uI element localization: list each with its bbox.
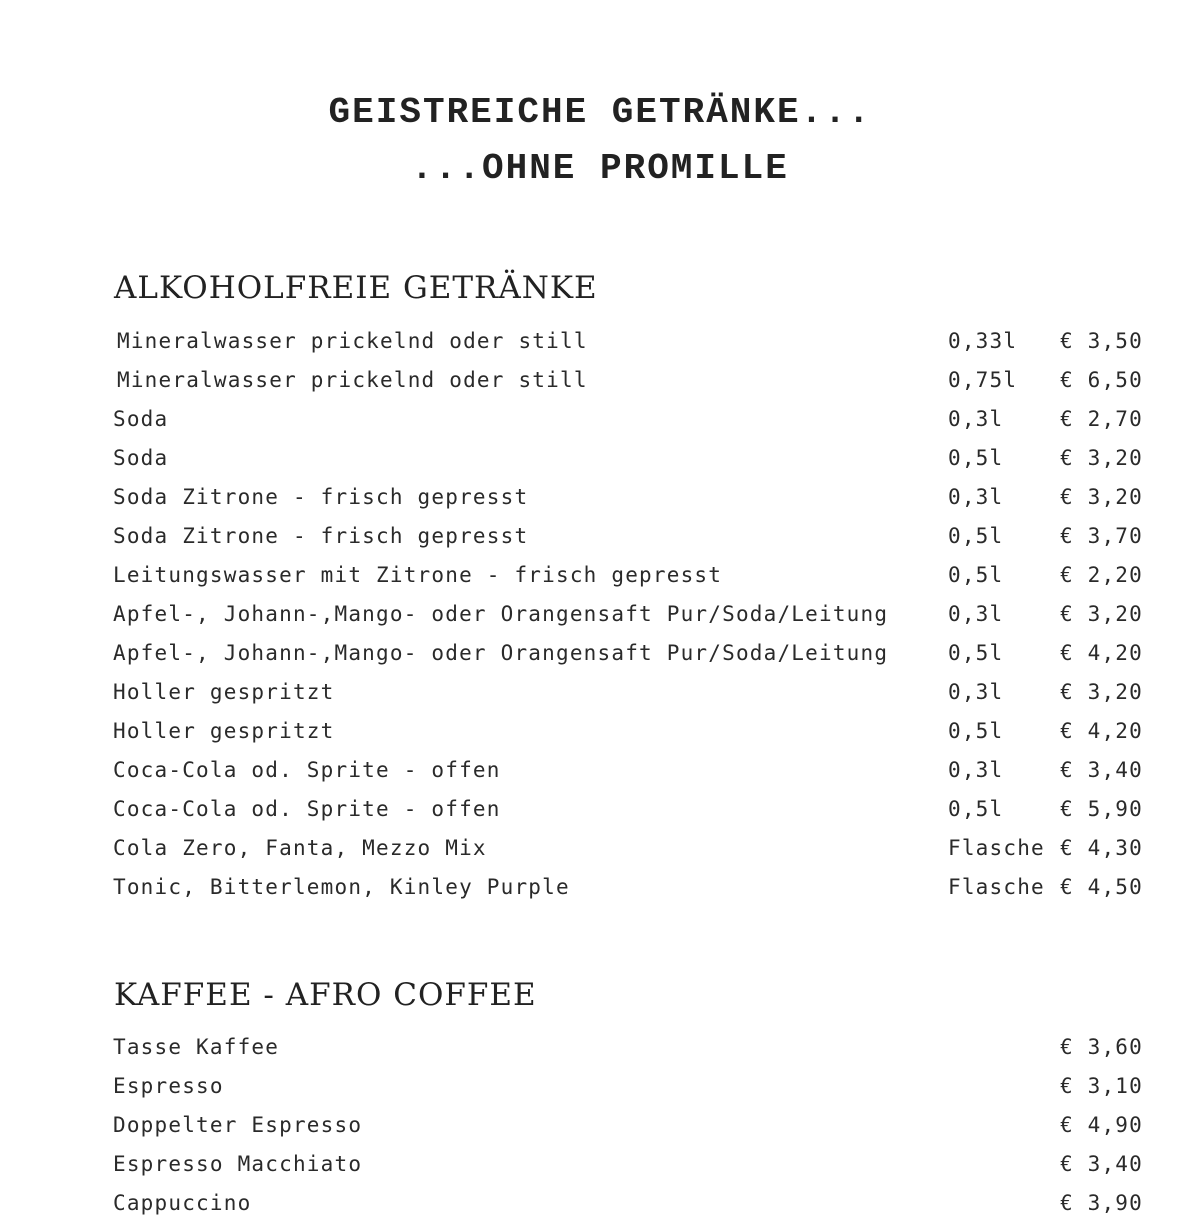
item-price: € 3,20 [1059,446,1143,470]
list-item [113,1145,1143,1184]
item-price: € 3,20 [1059,680,1143,704]
item-price: € 3,20 [1059,485,1143,509]
list-item [113,517,1143,556]
item-name: Coca-Cola od. Sprite - offen [113,797,501,821]
item-price: € 3,40 [1059,758,1143,782]
item-name: Soda Zitrone - frisch gepresst [113,524,529,548]
item-volume: Flasche [948,875,1045,899]
item-volume: 0,5l [948,641,1004,665]
item-volume: 0,5l [948,797,1004,821]
list-item [113,1184,1143,1223]
section-heading-kaffee: KAFFEE - AFRO COFFEE [114,977,537,1013]
item-name: Tonic, Bitterlemon, Kinley Purple [113,875,570,899]
item-name: Holler gespritzt [113,680,335,704]
coffee-list [113,1028,1143,1223]
list-item [113,868,1143,907]
item-name: Soda [113,446,169,470]
item-price: € 4,20 [1059,641,1143,665]
item-name: Doppelter Espresso [113,1113,363,1137]
item-name: Espresso Macchiato [113,1152,363,1176]
item-name: Soda Zitrone - frisch gepresst [113,485,529,509]
item-volume: Flasche [948,836,1045,860]
item-name: Leitungswasser mit Zitrone - frisch gepresst [113,563,723,587]
item-price: € 4,90 [1059,1113,1143,1137]
item-price: € 3,10 [1059,1074,1143,1098]
list-item [113,361,1143,400]
item-price: € 3,20 [1059,602,1143,626]
item-volume: 0,33l [948,329,1018,353]
item-volume: 0,3l [948,758,1004,782]
item-price: € 4,50 [1059,875,1143,899]
item-price: € 3,90 [1059,1191,1143,1215]
list-item [113,673,1143,712]
item-volume: 0,3l [948,602,1004,626]
item-name: Mineralwasser prickelnd oder still [117,368,588,392]
item-price: € 2,20 [1059,563,1143,587]
list-item [113,1106,1143,1145]
item-price: € 3,60 [1059,1035,1143,1059]
item-price: € 3,40 [1059,1152,1143,1176]
item-name: Tasse Kaffee [113,1035,280,1059]
list-item [113,478,1143,517]
menu-title-line-2: ...OHNE PROMILLE [411,148,789,189]
item-volume: 0,3l [948,485,1004,509]
item-price: € 4,20 [1059,719,1143,743]
item-name: Coca-Cola od. Sprite - offen [113,758,501,782]
item-volume: 0,5l [948,524,1004,548]
list-item [113,556,1143,595]
item-price: € 5,90 [1059,797,1143,821]
item-name: Mineralwasser prickelnd oder still [117,329,588,353]
list-item [113,1028,1143,1067]
item-volume: 0,5l [948,719,1004,743]
list-item [113,712,1143,751]
item-name: Cola Zero, Fanta, Mezzo Mix [113,836,487,860]
item-name: Cappuccino [113,1191,252,1215]
item-volume: 0,3l [948,407,1004,431]
item-name: Apfel-, Johann-,Mango- oder Orangensaft Pur/Soda/Leitung [113,602,889,626]
item-name: Holler gespritzt [113,719,335,743]
list-item [113,790,1143,829]
list-item [113,751,1143,790]
section-heading-alkoholfreie-getraenke: ALKOHOLFREIE GETRÄNKE [114,270,598,306]
list-item [113,439,1143,478]
list-item [113,634,1143,673]
list-item [113,829,1143,868]
item-volume: 0,5l [948,563,1004,587]
item-price: € 3,70 [1059,524,1143,548]
drinks-list [113,322,1143,907]
item-volume: 0,75l [948,368,1018,392]
item-volume: 0,5l [948,446,1004,470]
item-price: € 2,70 [1059,407,1143,431]
item-name: Soda [113,407,169,431]
item-name: Espresso [113,1074,224,1098]
item-volume: 0,3l [948,680,1004,704]
item-price: € 6,50 [1059,368,1143,392]
list-item [113,595,1143,634]
list-item [113,400,1143,439]
list-item [113,322,1143,361]
menu-title-line-1: GEISTREICHE GETRÄNKE... [328,92,872,133]
item-name: Apfel-, Johann-,Mango- oder Orangensaft Pur/Soda/Leitung [113,641,889,665]
list-item [113,1067,1143,1106]
item-price: € 4,30 [1059,836,1143,860]
item-price: € 3,50 [1059,329,1143,353]
